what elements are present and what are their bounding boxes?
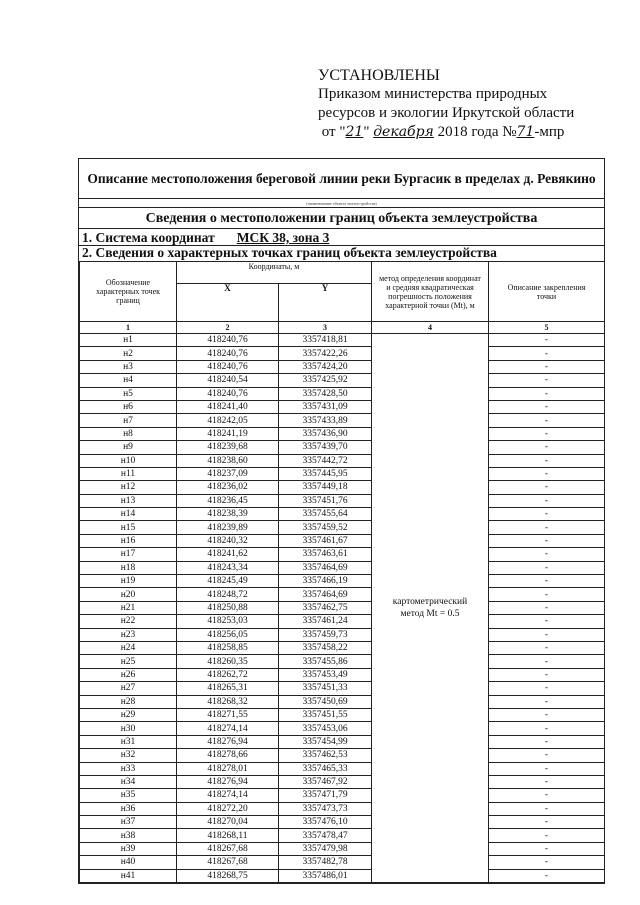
point-id: н30 (80, 722, 177, 735)
point-id: н5 (80, 387, 177, 400)
point-id: н27 (80, 682, 177, 695)
point-fixing: - (489, 441, 605, 454)
coord-x: 418236,02 (177, 481, 279, 494)
col-number-4: 4 (372, 322, 489, 334)
coord-y: 3357458,22 (279, 641, 372, 654)
coord-y: 3357459,52 (279, 521, 372, 534)
point-fixing: - (489, 374, 605, 387)
point-fixing: - (489, 494, 605, 507)
point-fixing: - (489, 575, 605, 588)
table-row (80, 668, 605, 681)
handwritten-day: 21 (345, 124, 364, 140)
coord-y: 3357450,69 (279, 695, 372, 708)
table-row (80, 561, 605, 574)
point-id: н19 (80, 575, 177, 588)
point-id: н28 (80, 695, 177, 708)
coord-x: 418250,88 (177, 601, 279, 614)
point-id: н17 (80, 548, 177, 561)
coord-x: 418262,72 (177, 668, 279, 681)
point-fixing: - (489, 467, 605, 480)
coord-x: 418241,40 (177, 400, 279, 413)
table-row (80, 467, 605, 480)
point-id: н12 (80, 481, 177, 494)
coord-y: 3357466,19 (279, 575, 372, 588)
table-row (80, 641, 605, 654)
coord-y: 3357451,55 (279, 708, 372, 721)
coord-x: 418248,72 (177, 588, 279, 601)
coord-y: 3357422,26 (279, 347, 372, 360)
coord-y: 3357451,33 (279, 682, 372, 695)
table-row (80, 869, 605, 882)
point-id: н39 (80, 842, 177, 855)
table-row (80, 708, 605, 721)
point-fixing: - (489, 775, 605, 788)
table-row (80, 374, 605, 387)
coord-x: 418242,05 (177, 414, 279, 427)
table-row (80, 775, 605, 788)
table-row (80, 427, 605, 440)
approval-line-2: ресурсов и экологии Иркутской области (318, 105, 575, 121)
point-id: н32 (80, 749, 177, 762)
col-number-2: 2 (177, 322, 279, 334)
point-fixing: - (489, 655, 605, 668)
coord-x: 418268,75 (177, 869, 279, 882)
point-fixing: - (489, 427, 605, 440)
point-fixing: - (489, 508, 605, 521)
point-id: н7 (80, 414, 177, 427)
point-fixing: - (489, 454, 605, 467)
table-row (80, 655, 605, 668)
point-id: н1 (80, 334, 177, 347)
point-fixing: - (489, 521, 605, 534)
point-fixing: - (489, 481, 605, 494)
header-coords: Координаты, м (177, 262, 372, 284)
point-id: н34 (80, 775, 177, 788)
coord-x: 418240,32 (177, 534, 279, 547)
point-id: н11 (80, 467, 177, 480)
coord-x: 418236,45 (177, 494, 279, 507)
coord-y: 3357464,69 (279, 561, 372, 574)
coord-y: 3357418,81 (279, 334, 372, 347)
point-fixing: - (489, 334, 605, 347)
col-number-5: 5 (489, 322, 605, 334)
table-row (80, 387, 605, 400)
table-row (80, 722, 605, 735)
coord-y: 3357476,10 (279, 816, 372, 829)
point-id: н41 (80, 869, 177, 882)
point-fixing: - (489, 735, 605, 748)
points-section-title: 2. Сведения о характерных точках границ объекта землеустройства (82, 245, 497, 260)
table-row (80, 494, 605, 507)
coord-y: 3357462,53 (279, 749, 372, 762)
table-row (80, 588, 605, 601)
coord-y: 3357455,86 (279, 655, 372, 668)
point-fixing: - (489, 588, 605, 601)
coord-x: 418278,66 (177, 749, 279, 762)
header-y: Y (279, 284, 372, 322)
point-fixing: - (489, 615, 605, 628)
table-row (80, 829, 605, 842)
coord-y: 3357425,92 (279, 374, 372, 387)
point-id: н29 (80, 708, 177, 721)
coord-y: 3357478,47 (279, 829, 372, 842)
point-fixing: - (489, 749, 605, 762)
coord-x: 418241,62 (177, 548, 279, 561)
handwritten-number: 71 (516, 124, 535, 140)
table-row (80, 347, 605, 360)
point-fixing: - (489, 534, 605, 547)
point-id: н10 (80, 454, 177, 467)
point-fixing: - (489, 802, 605, 815)
coord-y: 3357462,75 (279, 601, 372, 614)
coord-x: 418238,39 (177, 508, 279, 521)
point-id: н35 (80, 789, 177, 802)
coord-y: 3357453,49 (279, 668, 372, 681)
point-fixing: - (489, 360, 605, 373)
coord-y: 3357479,98 (279, 842, 372, 855)
table-row (80, 400, 605, 413)
document-frame (78, 158, 605, 884)
coord-x: 418258,85 (177, 641, 279, 654)
coord-y: 3357428,50 (279, 387, 372, 400)
table-row (80, 695, 605, 708)
table-row (80, 628, 605, 641)
handwritten-month: декабря (373, 124, 434, 140)
coord-x: 418245,49 (177, 575, 279, 588)
point-fixing: - (489, 829, 605, 842)
col-number-3: 3 (279, 322, 372, 334)
point-fixing: - (489, 762, 605, 775)
table-row (80, 856, 605, 869)
table-row (80, 414, 605, 427)
points-table (79, 261, 605, 883)
coord-x: 418272,20 (177, 802, 279, 815)
point-id: н31 (80, 735, 177, 748)
point-id: н40 (80, 856, 177, 869)
coord-y: 3357482,78 (279, 856, 372, 869)
coord-y: 3357455,64 (279, 508, 372, 521)
coord-system-value: МСК 38, зона 3 (236, 230, 330, 245)
year-text: 2018 года № (437, 124, 517, 140)
coord-x: 418240,76 (177, 347, 279, 360)
coord-x: 418240,76 (177, 387, 279, 400)
coord-y: 3357473,73 (279, 802, 372, 815)
order-suffix: -мпр (534, 124, 565, 140)
point-id: н25 (80, 655, 177, 668)
coord-x: 418237,09 (177, 467, 279, 480)
point-fixing: - (489, 628, 605, 641)
point-fixing: - (489, 601, 605, 614)
coord-y: 3357471,79 (279, 789, 372, 802)
table-row (80, 615, 605, 628)
coord-y: 3357449,18 (279, 481, 372, 494)
date-quote: " (363, 124, 370, 140)
coord-y: 3357465,33 (279, 762, 372, 775)
document-subcaption: (наименование объекта землеустройства) (79, 199, 604, 208)
point-fixing: - (489, 400, 605, 413)
point-id: н26 (80, 668, 177, 681)
table-row (80, 601, 605, 614)
coord-x: 418276,94 (177, 735, 279, 748)
col-number-1: 1 (80, 322, 177, 334)
point-fixing: - (489, 789, 605, 802)
point-id: н9 (80, 441, 177, 454)
point-fixing: - (489, 641, 605, 654)
coord-system-label: 1. Система координат (82, 230, 215, 245)
table-row (80, 454, 605, 467)
point-id: н23 (80, 628, 177, 641)
point-fixing: - (489, 682, 605, 695)
coord-system-line (79, 229, 604, 246)
point-id: н24 (80, 641, 177, 654)
point-id: н13 (80, 494, 177, 507)
table-row (80, 816, 605, 829)
table-row (80, 508, 605, 521)
coord-y: 3357459,73 (279, 628, 372, 641)
table-row (80, 842, 605, 855)
point-id: н3 (80, 360, 177, 373)
table-row (80, 534, 605, 547)
point-fixing: - (489, 347, 605, 360)
coord-y: 3357467,92 (279, 775, 372, 788)
coord-x: 418270,04 (177, 816, 279, 829)
point-id: н20 (80, 588, 177, 601)
approval-date-line (318, 123, 574, 142)
point-id: н6 (80, 400, 177, 413)
coord-x: 418241,19 (177, 427, 279, 440)
coord-y: 3357461,24 (279, 615, 372, 628)
coord-x: 418268,32 (177, 695, 279, 708)
coord-x: 418268,11 (177, 829, 279, 842)
coord-x: 418267,68 (177, 842, 279, 855)
point-fixing: - (489, 695, 605, 708)
point-id: н16 (80, 534, 177, 547)
coord-y: 3357454,99 (279, 735, 372, 748)
header-point: Обозначение характерных точек границ (80, 262, 177, 322)
point-id: н38 (80, 829, 177, 842)
table-row (80, 548, 605, 561)
point-id: н4 (80, 374, 177, 387)
approval-block (318, 66, 574, 142)
coord-x: 418240,54 (177, 374, 279, 387)
point-id: н14 (80, 508, 177, 521)
header-x: X (177, 284, 279, 322)
coord-x: 418265,31 (177, 682, 279, 695)
coord-x: 418274,14 (177, 722, 279, 735)
table-row (80, 749, 605, 762)
coord-x: 418276,94 (177, 775, 279, 788)
coord-x: 418239,68 (177, 441, 279, 454)
date-prefix: от " (321, 124, 346, 140)
point-id: н8 (80, 427, 177, 440)
coord-x: 418271,55 (177, 708, 279, 721)
approval-line-1: Приказом министерства природных (318, 86, 548, 102)
coord-x: 418256,05 (177, 628, 279, 641)
point-id: н18 (80, 561, 177, 574)
table-row (80, 682, 605, 695)
table-row (80, 481, 605, 494)
document-title: Описание местоположения береговой линии реки Бургасик в пределах д. Ревякино (79, 159, 604, 199)
coord-y: 3357453,06 (279, 722, 372, 735)
coord-y: 3357442,72 (279, 454, 372, 467)
coord-y: 3357433,89 (279, 414, 372, 427)
point-id: н22 (80, 615, 177, 628)
point-fixing: - (489, 387, 605, 400)
table-row (80, 802, 605, 815)
point-fixing: - (489, 668, 605, 681)
section-title: Сведения о местоположении границ объекта землеустройства (79, 208, 604, 229)
coord-x: 418253,03 (177, 615, 279, 628)
point-fixing: - (489, 414, 605, 427)
coord-x: 418238,60 (177, 454, 279, 467)
point-fixing: - (489, 816, 605, 829)
table-row (80, 735, 605, 748)
header-method: метод определения координат и средняя квадратическая погрешность положения характерной точки (Mt), м (372, 262, 489, 322)
point-fixing: - (489, 856, 605, 869)
table-row (80, 762, 605, 775)
coord-y: 3357431,09 (279, 400, 372, 413)
header-fixing: Описание закрепления точки (489, 262, 605, 322)
coord-y: 3357461,67 (279, 534, 372, 547)
coord-y: 3357424,20 (279, 360, 372, 373)
point-fixing: - (489, 548, 605, 561)
point-id: н33 (80, 762, 177, 775)
coord-x: 418239,89 (177, 521, 279, 534)
point-id: н37 (80, 816, 177, 829)
coord-x: 418260,35 (177, 655, 279, 668)
point-fixing: - (489, 869, 605, 882)
table-row (80, 441, 605, 454)
coord-x: 418240,76 (177, 334, 279, 347)
coord-x: 418243,34 (177, 561, 279, 574)
coord-x: 418240,76 (177, 360, 279, 373)
point-id: н36 (80, 802, 177, 815)
coord-y: 3357464,69 (279, 588, 372, 601)
point-fixing: - (489, 842, 605, 855)
point-fixing: - (489, 561, 605, 574)
point-fixing: - (489, 722, 605, 735)
table-row (80, 334, 605, 347)
coord-y: 3357451,76 (279, 494, 372, 507)
table-row (80, 521, 605, 534)
coord-y: 3357436,90 (279, 427, 372, 440)
point-id: н21 (80, 601, 177, 614)
coord-x: 418278,01 (177, 762, 279, 775)
point-fixing: - (489, 708, 605, 721)
coord-y: 3357445,95 (279, 467, 372, 480)
table-row (80, 575, 605, 588)
method-cell: картометрический метод Mt = 0.5 (372, 334, 489, 883)
coord-x: 418274,14 (177, 789, 279, 802)
coord-x: 418267,68 (177, 856, 279, 869)
table-row (80, 789, 605, 802)
table-row (80, 360, 605, 373)
approval-title: УСТАНОВЛЕНЫ (318, 67, 440, 84)
coord-y: 3357439,70 (279, 441, 372, 454)
coord-y: 3357463,61 (279, 548, 372, 561)
point-id: н2 (80, 347, 177, 360)
point-id: н15 (80, 521, 177, 534)
coord-y: 3357486,01 (279, 869, 372, 882)
